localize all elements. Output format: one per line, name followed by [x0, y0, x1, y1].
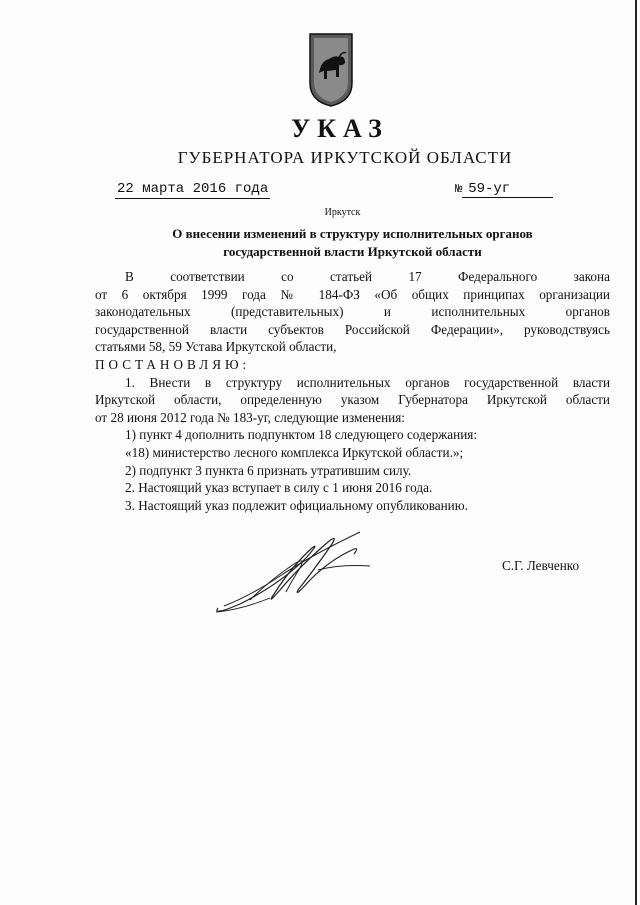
- document-city: Иркутск: [324, 207, 361, 218]
- preamble-word: В: [125, 269, 134, 284]
- preamble-line: [95, 268, 610, 286]
- preamble-word: закона: [573, 269, 610, 284]
- heading-line: государственной власти Иркутской области: [223, 244, 482, 259]
- preamble-line: государственной власти субъектов Российской Федерации», руководствуясь: [95, 321, 610, 337]
- preamble-word: 17: [408, 269, 422, 284]
- heading-line: О внесении изменений в структуру исполнительных органов: [172, 226, 533, 241]
- preamble-line: статьями 58, 59 Устава Иркутской области,: [95, 339, 337, 355]
- item-line: 3. Настоящий указ подлежит официальному опубликованию.: [125, 497, 468, 513]
- subitem-line: 1) пункт 4 дополнить подпунктом 18 следующего содержания:: [125, 427, 477, 443]
- resolve-word: ПОСТАНОВЛЯЮ:: [95, 356, 251, 372]
- preamble-line: от 6 октября 1999 года № 184-ФЗ «Об общих принципах организации: [95, 286, 610, 302]
- handwritten-signature: [210, 520, 380, 620]
- item-line: Иркутской области, определенную указом Губернатора Иркутской области: [95, 392, 610, 408]
- coat-of-arms-emblem: [309, 33, 353, 107]
- preamble-word: соответствии: [170, 269, 245, 284]
- preamble-word: со: [281, 269, 294, 284]
- document-title: УКАЗ: [291, 114, 389, 143]
- preamble-word: Федерального: [458, 269, 538, 284]
- preamble-line: законодательных (представительных) и исполнительных органов: [95, 304, 610, 320]
- document-heading: [125, 225, 580, 261]
- number-sign: №: [455, 182, 463, 196]
- item-line: 2. Настоящий указ вступает в силу с 1 июня 2016 года.: [125, 480, 433, 496]
- document-subtitle: ГУБЕРНАТОРА ИРКУТСКОЙ ОБЛАСТИ: [177, 148, 513, 167]
- preamble-word: статьей: [330, 269, 373, 284]
- item-line: от 28 июня 2012 года № 183-уг, следующие изменения:: [95, 409, 405, 425]
- subitem-quote: «18) министерство лесного комплекса Иркутской области.»;: [125, 444, 464, 460]
- date-value: 22 марта 2016 года: [117, 181, 269, 197]
- number-value: 59-уг: [462, 181, 553, 198]
- subitem-line: 2) подпункт 3 пункта 6 признать утратившим силу.: [125, 462, 412, 478]
- signatory-name: С.Г. Левченко: [502, 558, 580, 573]
- item-line: 1. Внести в структуру исполнительных органов государственной власти: [125, 374, 610, 390]
- document-body: [95, 268, 610, 514]
- document-date: [115, 181, 270, 197]
- document-number: [455, 181, 553, 198]
